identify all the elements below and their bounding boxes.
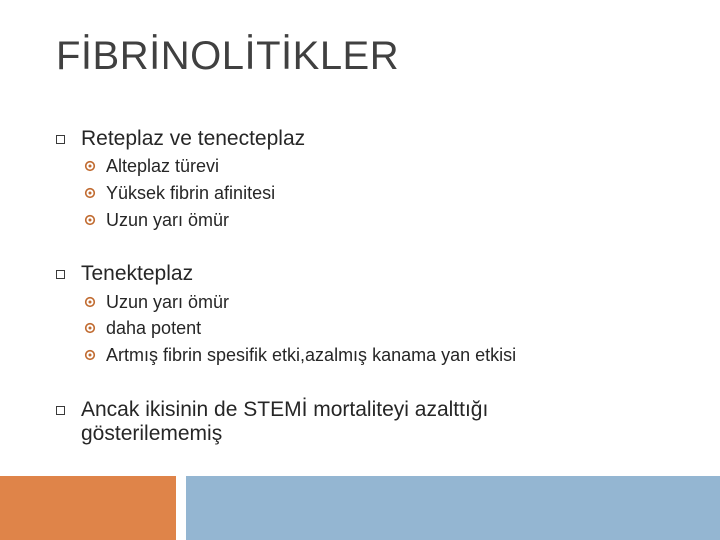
bullet-1-text: Reteplaz ve tenecteplaz (81, 127, 306, 150)
square-bullet-icon (56, 270, 65, 279)
gear-bullet-icon (84, 349, 96, 361)
list-item (84, 181, 275, 205)
footer-orange-bar (0, 476, 176, 540)
gear-bullet-icon (84, 296, 96, 308)
bullet-3-text-line1: Ancak ikisinin de STEMİ mortaliteyi azalttığı (81, 398, 489, 421)
subitem-text: Yüksek fibrin afinitesi (106, 183, 276, 203)
list-item (84, 208, 229, 232)
slide-title: FİBRİNOLİTİKLER (56, 34, 400, 78)
subitem-text: daha potent (106, 318, 202, 338)
list-item (84, 316, 201, 340)
bullet-3-text-line2: gösterilememiş (81, 422, 223, 445)
subitem-text: Alteplaz türevi (106, 156, 220, 176)
subitem-text: Uzun yarı ömür (106, 210, 230, 230)
gear-bullet-icon (84, 187, 96, 199)
list-item (84, 290, 229, 314)
list-item (84, 343, 516, 367)
square-bullet-icon (56, 406, 65, 415)
gear-bullet-icon (84, 214, 96, 226)
gear-bullet-icon (84, 322, 96, 334)
footer-blue-bar (186, 476, 720, 540)
bullet-2-text: Tenekteplaz (81, 262, 194, 285)
list-item (84, 154, 219, 178)
square-bullet-icon (56, 135, 65, 144)
gear-bullet-icon (84, 160, 96, 172)
subitem-text: Uzun yarı ömür (106, 292, 230, 312)
subitem-text: Artmış fibrin spesifik etki,azalmış kanama yan etkisi (106, 345, 517, 365)
